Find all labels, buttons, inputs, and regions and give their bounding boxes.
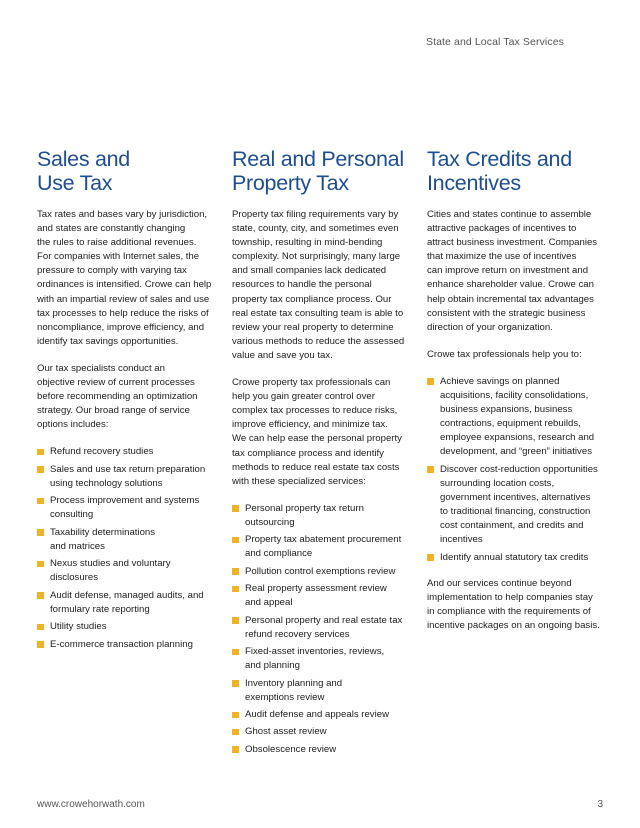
- square-bullet-icon: [232, 712, 239, 719]
- column-title: Real and Personal Property Tax: [232, 147, 404, 195]
- square-bullet-icon: [232, 568, 239, 575]
- list-item: Identify annual statutory tax credits: [427, 551, 605, 565]
- service-list: [232, 502, 408, 757]
- square-bullet-icon: [427, 554, 434, 561]
- list-item: Discover cost-reduction opportunities surrounding location costs, government incentives, alternatives to traditional financing, construction cost containment, and credits and incentives: [427, 463, 605, 548]
- square-bullet-icon: [232, 729, 239, 736]
- list-item: Real property assessment review and appeal: [232, 582, 408, 610]
- square-bullet-icon: [37, 624, 44, 631]
- square-bullet-icon: [37, 466, 44, 473]
- tax-credits-column: [427, 147, 605, 646]
- square-bullet-icon: [37, 529, 44, 536]
- column-title: Sales and Use Tax: [37, 147, 130, 195]
- square-bullet-icon: [427, 466, 434, 473]
- square-bullet-icon: [37, 592, 44, 599]
- property-tax-column: [232, 147, 408, 769]
- list-item: Personal property tax return outsourcing: [232, 502, 408, 530]
- list-item: Audit defense, managed audits, and formulary rate reporting: [37, 589, 213, 617]
- square-bullet-icon: [37, 498, 44, 505]
- list-item: Refund recovery studies: [37, 445, 213, 459]
- list-item: E-commerce transaction planning: [37, 638, 213, 652]
- list-item: Taxability determinations and matrices: [37, 526, 213, 554]
- lead-paragraph: Our tax specialists conduct an objective review of current processes before recommending an optimization strategy. Our broad range of service options includes:: [37, 362, 198, 431]
- square-bullet-icon: [37, 449, 44, 456]
- square-bullet-icon: [232, 649, 239, 656]
- list-item: Sales and use tax return preparation using technology solutions: [37, 463, 213, 491]
- list-item: Inventory planning and exemptions review: [232, 677, 408, 705]
- list-item: Audit defense and appeals review: [232, 708, 408, 722]
- list-item: Achieve savings on planned acquisitions, facility consolidations, business expansions, business contractions, equipment rebuilds, employee expansions, research and development, and “green” initiatives: [427, 375, 605, 460]
- square-bullet-icon: [427, 378, 434, 385]
- square-bullet-icon: [232, 505, 239, 512]
- running-title: State and Local Tax Services: [425, 36, 564, 48]
- intro-paragraph: Cities and states continue to assemble attractive packages of incentives to attract business investment. Companies that maximize the use of incentives can improve return on investment and enhance shareholder value. Crowe can help obtain incremental tax advantages consistent with the strategic business direction of your organization.: [427, 209, 598, 333]
- sales-and-use-tax-column: [37, 147, 213, 664]
- square-bullet-icon: [232, 537, 239, 544]
- list-item: Fixed-asset inventories, reviews, and planning: [232, 645, 408, 673]
- square-bullet-icon: [232, 586, 239, 593]
- list-item: Property tax abatement procurement and compliance: [232, 533, 408, 561]
- list-item: Pollution control exemptions review: [232, 565, 408, 579]
- list-item: Nexus studies and voluntary disclosures: [37, 557, 213, 585]
- intro-paragraph: Tax rates and bases vary by jurisdiction, and states are constantly changing the rules to raise additional revenues. For companies with Internet sales, the pressure to comply with varying tax ordinances is intensified. Crowe can help with an impartial review of sales and use tax processes to help reduce the risks of noncompliance, improve efficiency, and identify tax savings opportunities.: [37, 209, 212, 347]
- closing-paragraph: And our services continue beyond implementation to help companies stay in compliance with the requirements of incentive packages on an ongoing basis.: [427, 577, 600, 632]
- square-bullet-icon: [232, 680, 239, 687]
- square-bullet-icon: [232, 746, 239, 753]
- square-bullet-icon: [232, 617, 239, 624]
- list-item: Obsolescence review: [232, 743, 408, 757]
- service-list: [427, 375, 605, 565]
- list-item: Personal property and real estate tax refund recovery services: [232, 614, 408, 642]
- lead-paragraph: Crowe tax professionals help you to:: [427, 348, 582, 360]
- column-title: Tax Credits and Incentives: [427, 147, 572, 195]
- list-item: Process improvement and systems consulting: [37, 494, 213, 522]
- intro-paragraph: Property tax filing requirements vary by state, county, city, and sometimes even township, resulting in mind-bending complexity. Not surprisingly, many large and small companies lack dedicated resources to handle the personal property tax compliance process. Our real estate tax consulting team is able to review your real property to determine various methods to reduce the assessed value and save you tax.: [232, 209, 405, 361]
- footer-url[interactable]: www.crowehorwath.com: [37, 799, 145, 810]
- service-list: [37, 445, 213, 651]
- list-item: Ghost asset review: [232, 725, 408, 739]
- square-bullet-icon: [37, 641, 44, 648]
- square-bullet-icon: [37, 561, 44, 568]
- page-number: 3: [597, 799, 603, 810]
- list-item: Utility studies: [37, 620, 213, 634]
- lead-paragraph: Crowe property tax professionals can help you gain greater control over complex tax processes to reduce risks, improve efficiency, and minimize tax. We can help ease the personal property tax compliance process and identify methods to reduce real estate tax costs with these specialized services:: [232, 377, 402, 487]
